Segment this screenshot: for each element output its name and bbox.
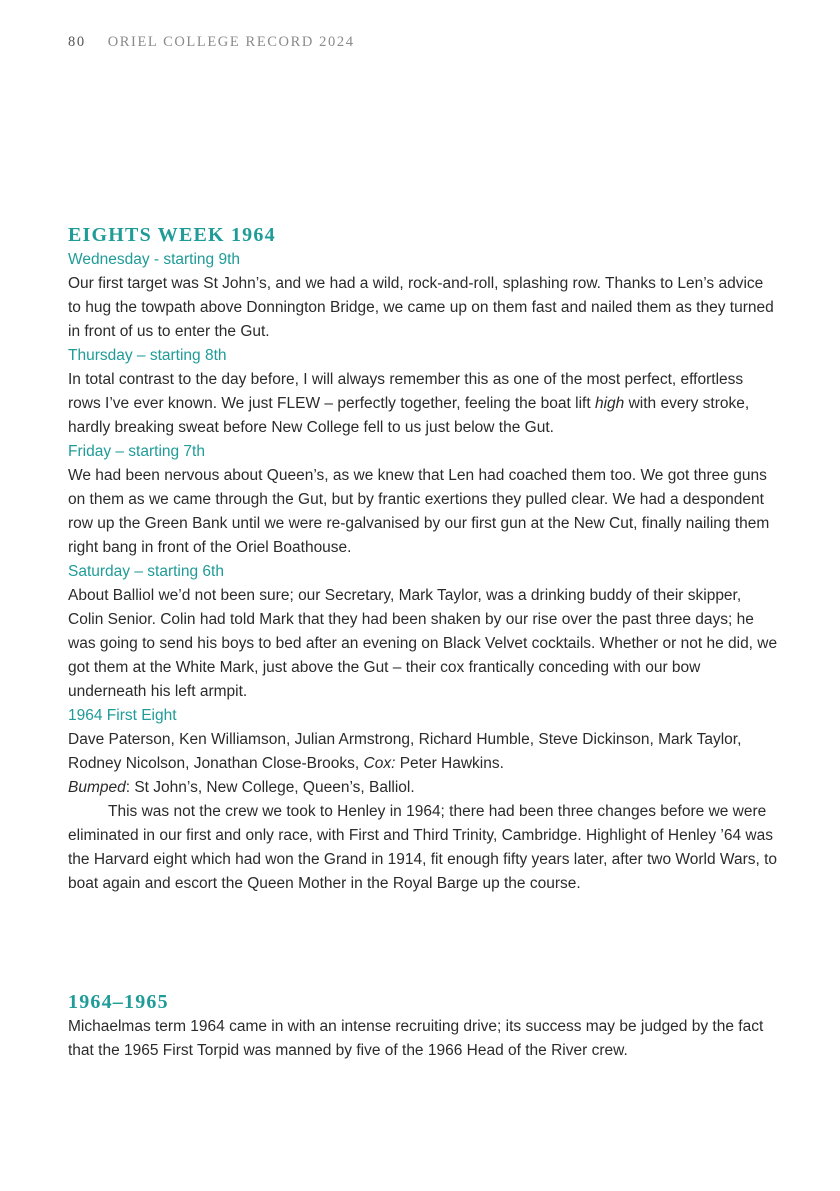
season-1964-1965-section — [68, 989, 778, 1063]
paragraph-henley: This was not the crew we took to Henley in 1964; there had been three changes before we were eliminated in our first and only race, with First and Third Trinity, Cambridge. Highlight of Henley ’64 was the Harvard eight which had won the Grand in 1914, fit enough fifty years later, after two World Wars, to boat again and escort the Queen Mother in the Royal Barge up the course. — [68, 803, 778, 892]
thursday-text-b: with every stroke, hardly breaking sweat before New College fell to us just below the Gut. — [68, 395, 750, 436]
subhead-saturday: Saturday – starting 6th — [68, 563, 224, 580]
bumped-label: Bumped — [68, 779, 126, 796]
paragraph-michaelmas: Michaelmas term 1964 came in with an intense recruiting drive; its success may be judged by the fact that the 1965 First Torpid was manned by five of the 1966 Head of the River crew. — [68, 1018, 764, 1059]
thursday-text-a: In total contrast to the day before, I will always remember this as one of the most perfect, effortless rows I’ve ever known. We just FLEW – perfectly together, feeling the boat lift — [68, 371, 744, 412]
paragraph-saturday: About Balliol we’d not been sure; our Secretary, Mark Taylor, was a drinking buddy of their skipper, Colin Senior. Colin had told Mark that they had been shaken by our rise over the past three days; he was going to send his boys to bed after an evening on Black Velvet cocktails. Whether or not he did, we got them at the White Mark, just above the Gut – their cox frantically conceding with our bow underneath his left armpit. — [68, 587, 778, 700]
paragraph-thursday — [68, 368, 778, 440]
cox-label: Cox: — [363, 755, 396, 772]
eights-week-section — [68, 222, 778, 896]
subhead-thursday: Thursday – starting 8th — [68, 347, 227, 364]
paragraph-wednesday: Our first target was St John’s, and we had a wild, rock-and-roll, splashing row. Thanks to Len’s advice to hug the towpath above Donnington Bridge, we came up on them fast and nailed them as they turned in front of us to enter the Gut. — [68, 275, 774, 340]
journal-title: ORIEL COLLEGE RECORD 2024 — [107, 34, 355, 50]
subhead-friday: Friday – starting 7th — [68, 443, 205, 460]
bumped-text: : St John’s, New College, Queen’s, Balliol. — [125, 779, 415, 796]
section-title-eights-week: EIGHTS WEEK 1964 — [68, 224, 276, 246]
running-head — [68, 34, 355, 51]
paragraph-bumped — [68, 776, 778, 800]
thursday-emphasis: high — [594, 395, 625, 412]
subhead-wednesday: Wednesday - starting 9th — [68, 251, 241, 268]
subhead-first-eight: 1964 First Eight — [68, 707, 177, 724]
page-number: 80 — [68, 34, 86, 50]
section-title-1964-1965: 1964–1965 — [68, 991, 169, 1013]
cox-name: Peter Hawkins. — [395, 755, 504, 772]
paragraph-crew-list — [68, 728, 778, 776]
paragraph-friday: We had been nervous about Queen’s, as we knew that Len had coached them too. We got three guns on them as we came through the Gut, but by frantic exertions they pulled clear. We had a despondent row up the Green Bank until we were re-galvanised by our first gun at the New Cut, finally nailing them right bang in front of the Oriel Boathouse. — [68, 467, 770, 556]
crew-names: Dave Paterson, Ken Williamson, Julian Armstrong, Richard Humble, Steve Dickinson, Mark Taylor, Rodney Nicolson, Jonathan Close-Brooks, — [68, 731, 742, 772]
